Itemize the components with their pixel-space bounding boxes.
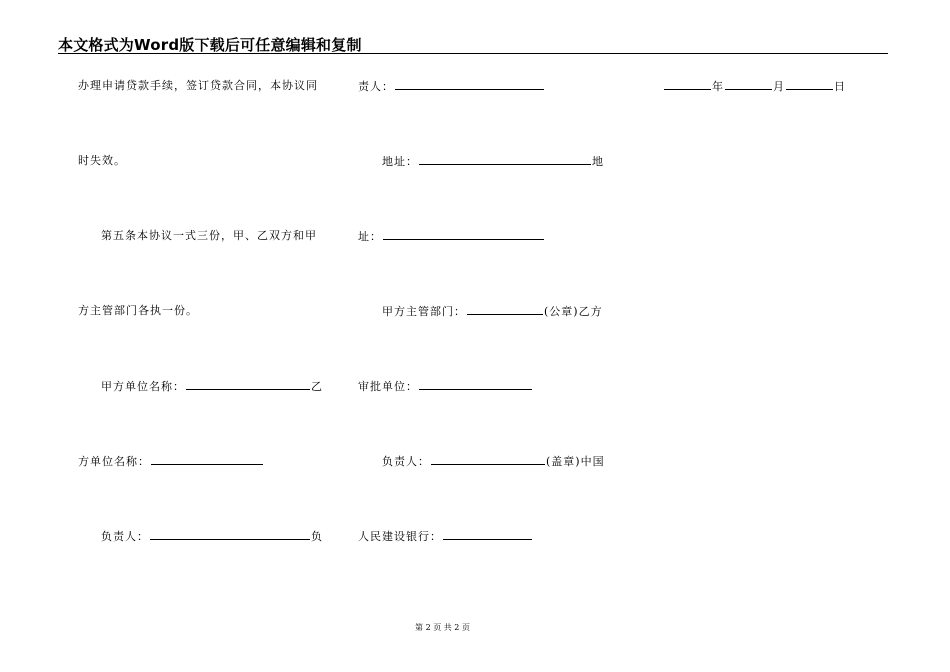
left-line-1: 办理申请贷款手续，签订贷款合同，本协议同 [78, 79, 318, 92]
middle-line-3 [358, 229, 545, 244]
left-line-6 [78, 454, 264, 469]
address-blank [419, 154, 591, 165]
year-blank [664, 79, 711, 90]
address-cont-blank [383, 229, 544, 240]
middle-responsible-blank [431, 454, 545, 465]
page-number: 第 2 页 共 2 页 [415, 623, 470, 632]
left-line-5 [101, 379, 323, 394]
month-blank [725, 79, 772, 90]
middle-line-7 [358, 529, 533, 544]
party-a-name-label: 甲方单位名称： [101, 380, 185, 393]
middle-line-2 [382, 154, 604, 169]
left-line-7 [101, 529, 323, 544]
document-header-title: 本文格式为Word版下载后可任意编辑和复制 [58, 36, 362, 54]
middle-line-6-tail: (盖章)中国 [546, 455, 605, 468]
date-line [663, 79, 846, 94]
middle-line-1 [358, 79, 545, 94]
left-responsible-label: 负责人： [101, 530, 149, 543]
day-label: 日 [834, 80, 846, 93]
header-divider [58, 53, 888, 54]
responsible-blank [395, 79, 544, 90]
party-a-dept-blank [467, 304, 543, 315]
approval-unit-label: 审批单位： [358, 380, 418, 393]
middle-line-5 [358, 379, 533, 394]
middle-responsible-label: 负责人： [382, 455, 430, 468]
party-a-name-blank [186, 379, 310, 390]
left-line-3: 第五条本协议一式三份，甲、乙双方和甲 [101, 229, 317, 242]
party-a-dept-label: 甲方主管部门： [382, 305, 466, 318]
middle-line-4-tail: (公章)乙方 [544, 305, 603, 318]
responsible-label: 责人： [358, 80, 394, 93]
left-responsible-blank [150, 529, 310, 540]
left-line-7-tail: 负 [311, 530, 323, 543]
month-label: 月 [773, 80, 785, 93]
middle-line-4 [382, 304, 603, 319]
day-blank [786, 79, 833, 90]
left-line-2: 时失效。 [78, 154, 126, 167]
address-cont-label: 址： [358, 230, 382, 243]
left-line-4: 方主管部门各执一份。 [78, 304, 198, 317]
construction-bank-blank [443, 529, 532, 540]
middle-line-6 [382, 454, 605, 469]
year-label: 年 [712, 80, 724, 93]
party-b-name-blank [151, 454, 263, 465]
construction-bank-label: 人民建设银行： [358, 530, 442, 543]
party-b-name-label: 方单位名称： [78, 455, 150, 468]
middle-line-2-tail: 地 [592, 155, 604, 168]
address-label: 地址： [382, 155, 418, 168]
approval-unit-blank [419, 379, 532, 390]
left-line-5-tail: 乙 [311, 380, 323, 393]
